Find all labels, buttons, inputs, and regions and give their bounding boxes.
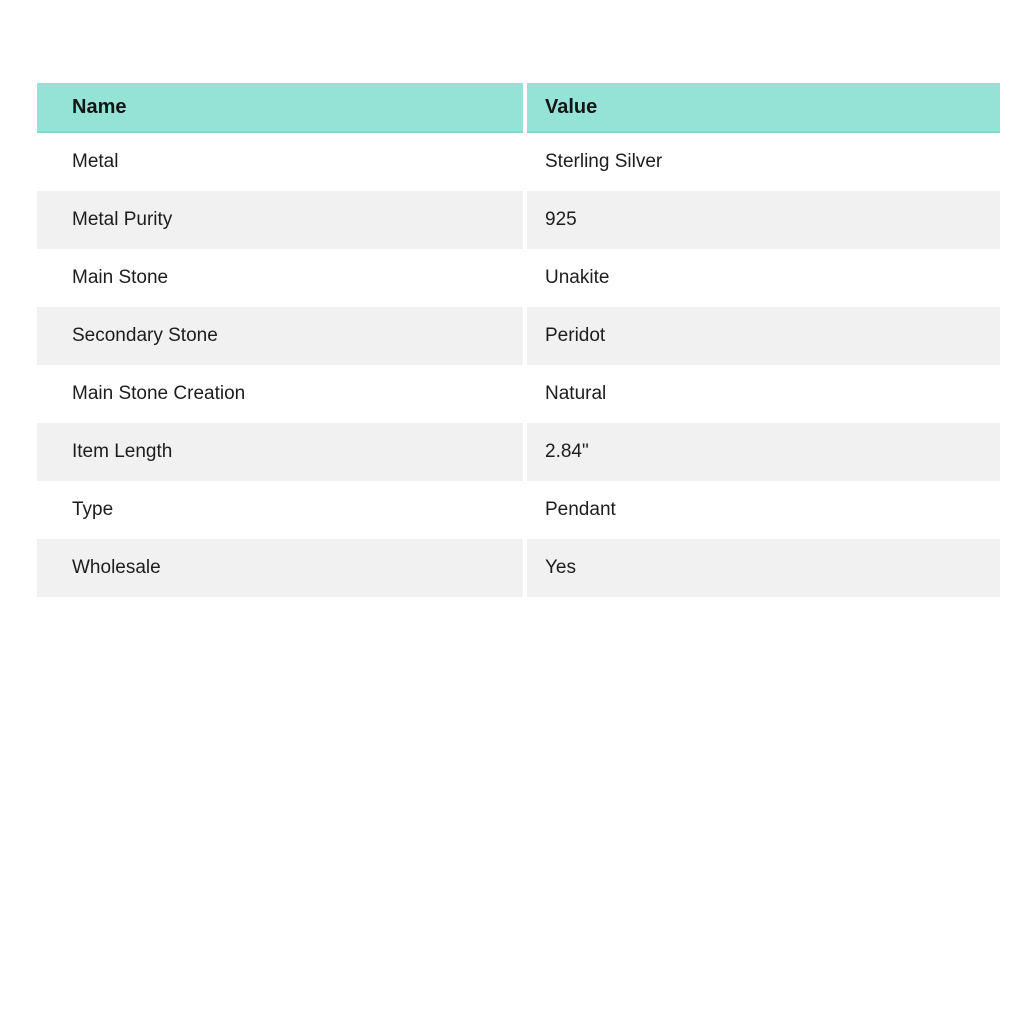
row-value-cell: Yes [527, 539, 1000, 597]
row-value-cell: Peridot [527, 307, 1000, 365]
row-value-cell: Pendant [527, 481, 1000, 539]
row-name-cell: Secondary Stone [37, 307, 523, 365]
row-value-cell: 2.84" [527, 423, 1000, 481]
row-name-cell: Wholesale [37, 539, 523, 597]
row-name-cell: Metal [37, 133, 523, 191]
row-name-cell: Main Stone [37, 249, 523, 307]
column-header-name: Name [37, 83, 523, 133]
row-name-cell: Item Length [37, 423, 523, 481]
row-name-cell: Main Stone Creation [37, 365, 523, 423]
row-value-cell: Natural [527, 365, 1000, 423]
row-name-cell: Type [37, 481, 523, 539]
row-value-cell: 925 [527, 191, 1000, 249]
row-name-cell: Metal Purity [37, 191, 523, 249]
row-value-cell: Sterling Silver [527, 133, 1000, 191]
column-header-value: Value [527, 83, 1000, 133]
product-spec-table [37, 83, 1000, 597]
row-value-cell: Unakite [527, 249, 1000, 307]
